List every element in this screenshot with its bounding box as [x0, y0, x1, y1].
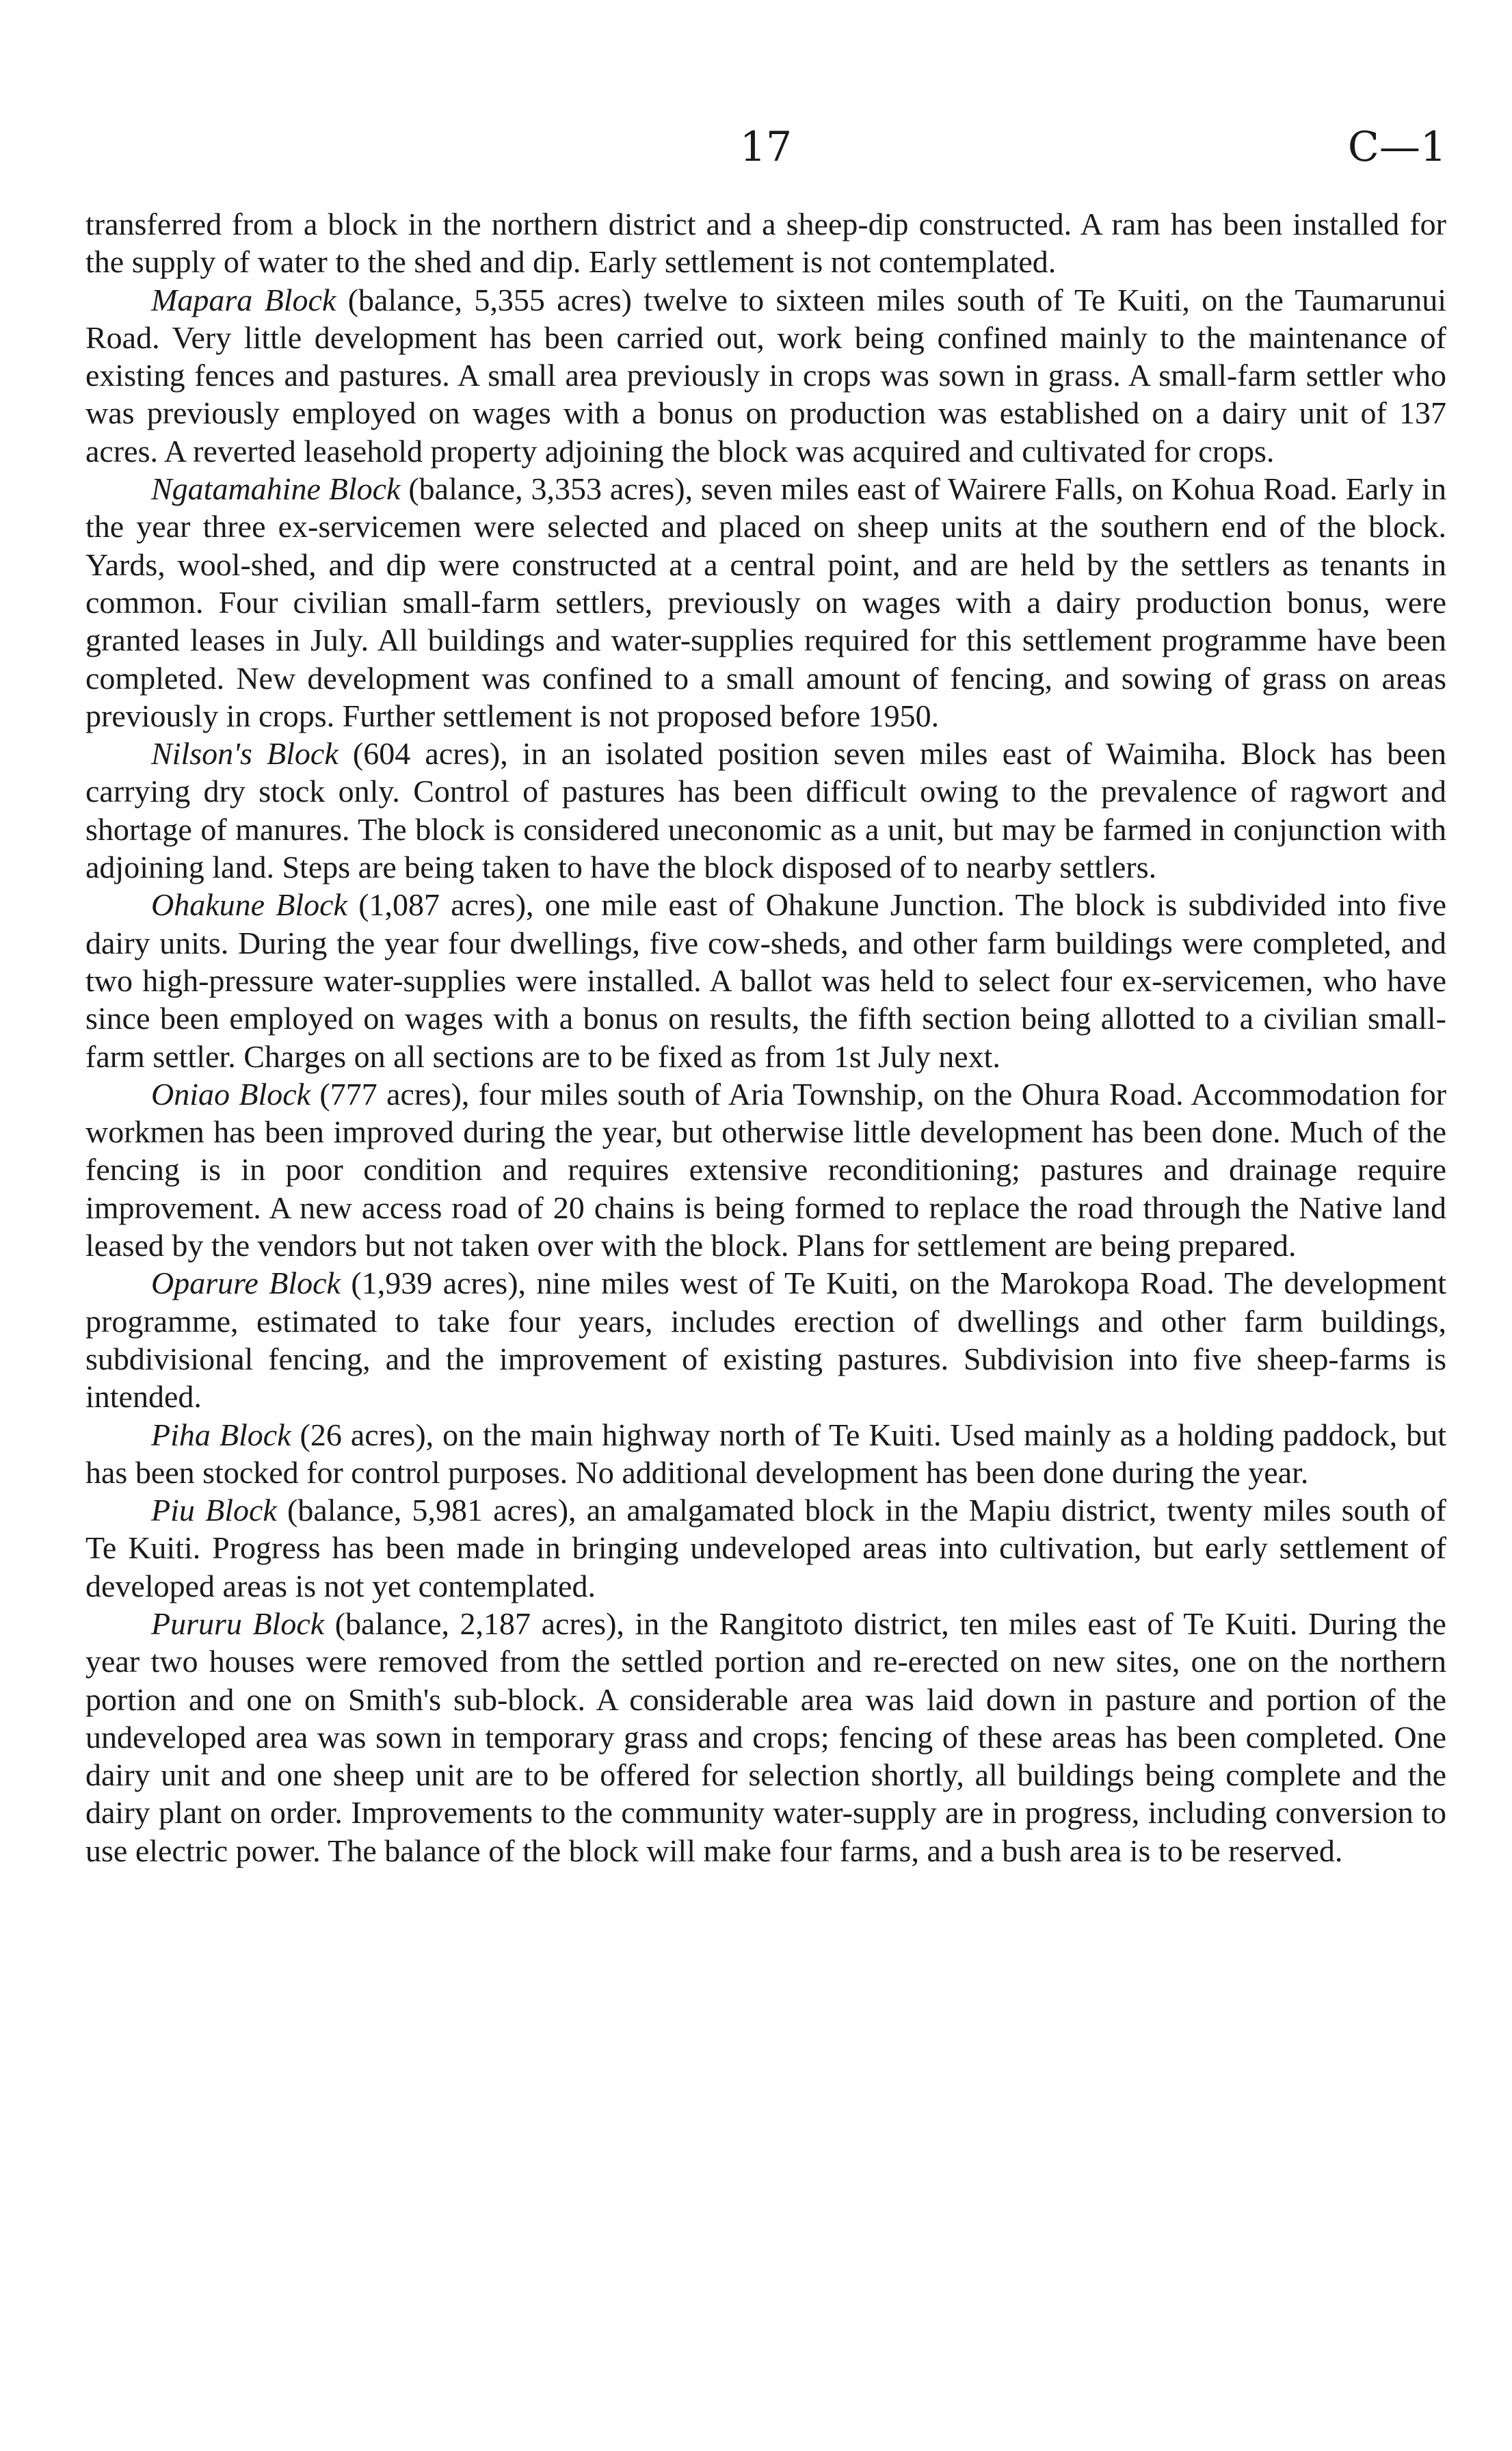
block-name: Pururu Block — [151, 1605, 325, 1641]
block-name: Ohakune Block — [151, 887, 347, 923]
page-header — [85, 120, 1446, 174]
page-number: 17 — [739, 123, 793, 171]
block-description: (balance, 5,355 acres) twelve to sixteen miles south of Te Kuiti, on the Taumarunui Road. Very little development has been carried out, work being confined mainly to the maintenance of existing fences and pastures. A small area previously in crops was sown in grass. A small-farm settler who was previously employed on wages with a bonus on production was established on a dairy unit of 137 acres. A reverted leasehold property adjoining the block was acquired and cultivated for crops. — [85, 282, 1446, 469]
block-name: Piu Block — [151, 1493, 277, 1528]
block-description: (balance, 3,353 acres), seven miles east of Wairere Falls, on Kohua Road. Early in the year three ex-servicemen were selected and placed on sheep units at the southern end of the block. Yards, wool-shed, and dip were constructed at a central point, and are held by the settlers as tenants in common. Four civilian small-farm settlers, previously on wages with a dairy production bonus, were granted leases in July. All buildings and water-supplies required for this settlement programme have been completed. New development was confined to a small amount of fencing, and sowing of grass on areas previously in crops. Further settlement is not proposed before 1950. — [85, 471, 1447, 733]
block-entry-ngatamahine — [85, 470, 1446, 735]
block-entry-ohakune — [85, 886, 1446, 1075]
report-code: C—1 — [1347, 123, 1446, 171]
block-entry-oparure — [85, 1264, 1446, 1415]
block-description: (604 acres), in an isolated position seven miles east of Waimiha. Block has been carrying dry stock only. Control of pastures has been difficult owing to the prevalence of ragwort and shortage of manures. The block is considered uneconomic as a unit, but may be farmed in conjunction with adjoining land. Steps are being taken to have the block disposed of to nearby settlers. — [85, 736, 1446, 885]
block-name: Oparure Block — [151, 1266, 341, 1301]
block-description: (1,087 acres), one mile east of Ohakune Junction. The block is subdivided into five dairy units. During the year four dwellings, five cow-sheds, and other farm buildings were completed, and two high-pressure water-supplies were installed. A ballot was held to select four ex-servicemen, who have since been employed on wages with a bonus on results, the fifth section being allotted to a civilian small-farm settler. Charges on all sections are to be fixed as from 1st July next. — [85, 887, 1446, 1074]
block-name: Ngatamahine Block — [151, 471, 401, 507]
continuation-paragraph: transferred from a block in the northern district and a sheep-dip constructed. A ram has been installed for the supply of water to the shed and dip. Early settlement is not contemplated. — [85, 207, 1446, 280]
block-description: (1,939 acres), nine miles west of Te Kuiti, on the Marokopa Road. The development programme, estimated to take four years, includes erection of dwellings and other farm buildings, subdivisional fencing, and the improvement of existing pastures. Subdivision into five sheep-farms is intended. — [85, 1266, 1446, 1415]
block-name: Oniao Block — [151, 1076, 311, 1112]
block-description: (26 acres), on the main highway north of Te Kuiti. Used mainly as a holding paddock, but has been stocked for control purposes. No additional development has been done during the year. — [85, 1417, 1447, 1490]
block-entry-oniao — [85, 1075, 1446, 1264]
block-description: (777 acres), four miles south of Aria Township, on the Ohura Road. Accommodation for workmen has been improved during the year, but otherwise little development has been done. Much of the fencing is in poor condition and requires extensive reconditioning; pastures and drainage require improvement. A new access road of 20 chains is being formed to replace the road through the Native land leased by the vendors but not taken over with the block. Plans for settlement are being prepared. — [85, 1076, 1447, 1263]
block-description: (balance, 5,981 acres), an amalgamated block in the Mapiu district, twenty miles south of Te Kuiti. Progress has been made in bringing undeveloped areas into cultivation, but early settlement of developed areas is not yet contemplated. — [85, 1493, 1447, 1603]
body-text — [85, 205, 1446, 1870]
block-description: (balance, 2,187 acres), in the Rangitoto district, ten miles east of Te Kuiti. During the year two houses were removed from the settled portion and re-erected on new sites, one on the northern portion and one on Smith's sub-block. A considerable area was laid down in pasture and portion of the undeveloped area was sown in temporary grass and crops; fencing of these areas has been completed. One dairy unit and one sheep unit are to be offered for selection shortly, all buildings being complete and the dairy plant on order. Improvements to the community water-supply are in progress, including conversion to use electric power. The balance of the block will make four farms, and a bush area is to be reserved. — [85, 1605, 1446, 1868]
block-entry-mapara — [85, 281, 1446, 470]
block-entry-piha — [85, 1416, 1446, 1492]
block-name: Nilson's Block — [151, 736, 339, 772]
block-entry-pururu — [85, 1605, 1446, 1870]
block-name: Piha Block — [151, 1417, 291, 1452]
block-entry-piu — [85, 1491, 1446, 1605]
block-entry-nilson — [85, 735, 1446, 886]
block-name: Mapara Block — [151, 282, 336, 317]
